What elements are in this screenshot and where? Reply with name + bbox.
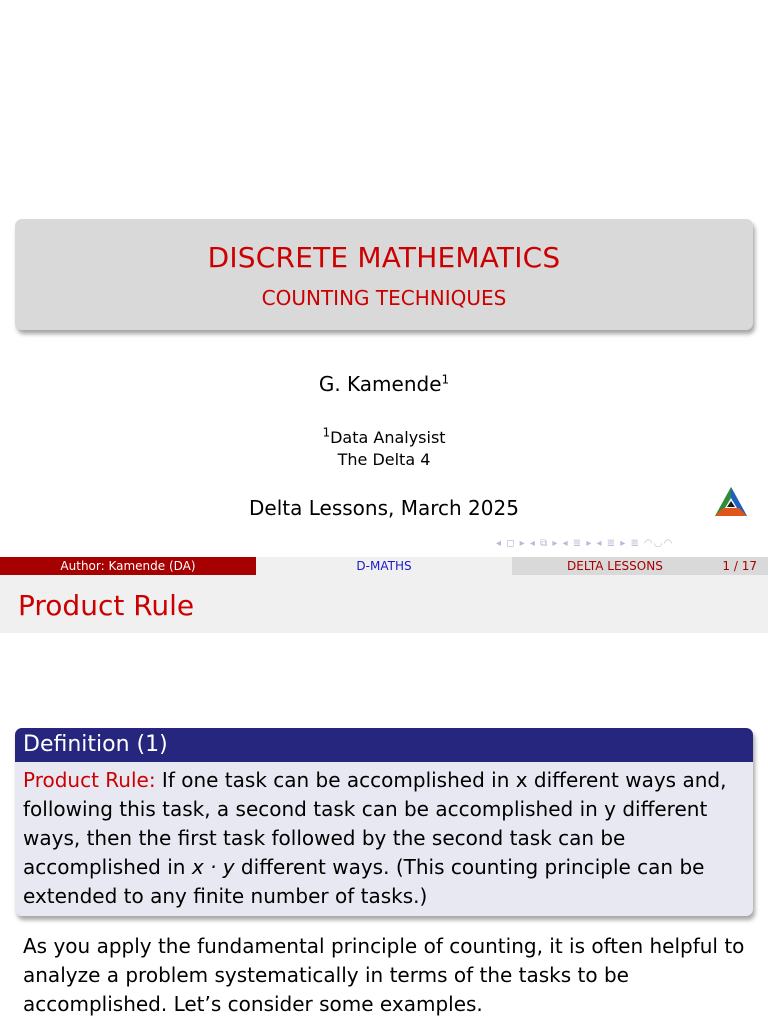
closing-paragraph: As you apply the fundamental principle of counting, it is often helpful to analyze a problem systematically in terms of the tasks to be accomplished. Let’s consider some examples. [23, 934, 745, 1016]
presentation-subtitle: COUNTING TECHNIQUES [261, 286, 507, 310]
footline [0, 557, 768, 575]
frame-title-bar [0, 575, 768, 633]
footer-institute: DELTA LESSONS [567, 559, 663, 573]
date-line: Delta Lessons, March 2025 [249, 496, 519, 520]
author-name: G. Kamende [318, 372, 442, 396]
affiliation-line-2: The Delta 4 [337, 450, 431, 469]
definition-text-part2: different ways. (This counting principle can be extended to any finite number of tasks.) [23, 855, 705, 908]
presentation-title: DISCRETE MATHEMATICS [207, 241, 561, 274]
footer-short-title: D-MATHS [256, 557, 512, 575]
beamer-navigation-icon[interactable]: ◂ ◻ ▸ ◂ ⧉ ▸ ◂ ≣ ▸ ◂ ≣ ▸ ≣ ◠◡◠ [496, 538, 674, 549]
definition-title: Definition (1) [15, 728, 753, 762]
definition-term: Product Rule: [23, 768, 156, 792]
definition-block [15, 728, 753, 916]
author-footnote-mark: 1 [441, 372, 450, 387]
footer-institute-box [512, 557, 768, 575]
title-box [15, 219, 753, 330]
delta-logo-icon [714, 486, 748, 518]
affiliation-line-1 [0, 425, 768, 447]
affiliation-footnote-mark: 1 [322, 425, 331, 440]
definition-text-part1: If one task can be accomplished in x different ways and, following this task, a second task can be accomplished in y different ways, then the first task followed by the second task can be accomplished in [23, 768, 727, 879]
affiliation-role: Data Analysist [330, 428, 446, 447]
definition-math: x · y [191, 855, 235, 879]
footer-page-number: 1 / 17 [722, 559, 757, 573]
frame-title: Product Rule [18, 589, 195, 622]
author-line [0, 372, 768, 396]
footer-author: Author: Kamende (DA) [0, 557, 256, 575]
definition-body [23, 766, 751, 911]
